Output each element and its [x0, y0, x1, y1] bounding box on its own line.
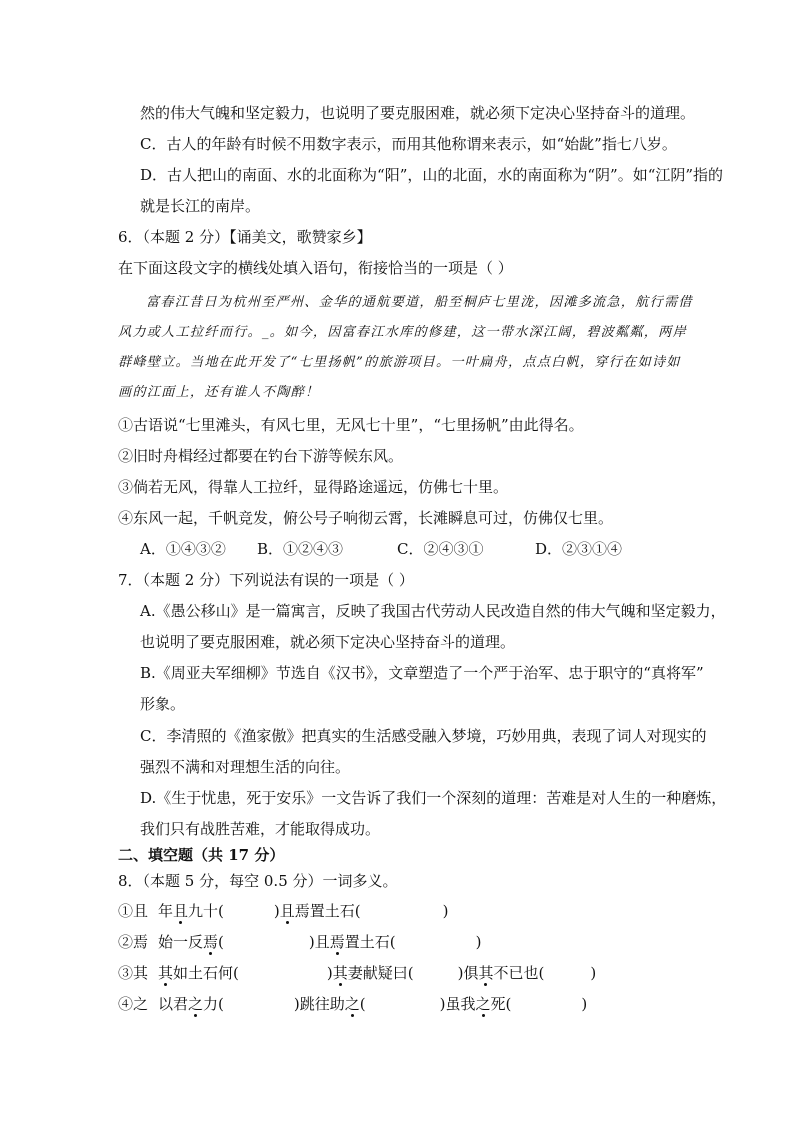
text-segment: ( [218, 933, 224, 951]
dotted-char: 且 [279, 902, 295, 920]
text-segment: 置土石( [344, 933, 396, 951]
text-segment: ) [581, 995, 588, 1013]
fill-row [118, 933, 482, 951]
text-segment: ) [590, 964, 597, 982]
text-segment: 焉置土石( [294, 902, 361, 920]
text-segment: 妻献疑曰( [347, 964, 414, 982]
question-6-options [140, 540, 640, 558]
text-segment: )俱 [457, 964, 479, 982]
option-d-text: D．古人把山的南面、水的北面称为“阳”，山的北面，水的南面称为“阴”。如“江阴”指的 [140, 166, 724, 184]
dotted-char: 之 [475, 995, 491, 1013]
option-b: B．①②④③ [257, 540, 344, 558]
text-segment: 不已也( [493, 964, 545, 982]
question-6-stem: 在下面这段文字的横线处填入语句，衔接恰当的一项是（ ） [118, 259, 513, 277]
text-segment: ) [475, 933, 482, 951]
passage-line: 富春江昔日为杭州至严州、金华的通航要道，船至桐庐七里泷，因滩多流急，航行需借 [146, 295, 693, 310]
section-title: 二、填空题（共 17 分） [118, 846, 285, 864]
question-7-line: 我们只有战胜苦难，才能取得成功。 [140, 820, 381, 838]
dotted-char: 之 [188, 995, 204, 1013]
dotted-char: 其 [158, 964, 174, 982]
text-segment: ) [273, 902, 280, 920]
text-segment: ( [359, 995, 366, 1013]
item-1: ①古语说“七里滩头，有风七里，无风七十里”，“七里扬帆”由此得名。 [118, 416, 584, 434]
fill-row [118, 995, 587, 1013]
dotted-char: 且 [173, 902, 189, 920]
text-segment: 始一反 [158, 933, 204, 951]
text-segment: 如土石何( [173, 964, 239, 982]
dotted-char: 其 [332, 964, 348, 982]
text-segment: )且 [308, 933, 330, 951]
item-3: ③倘若无风，得靠人工拉纤，显得路途遥远，仿佛七十里。 [118, 478, 509, 496]
question-7-line: B.《周亚夫军细柳》节选自《汉书》，文章塑造了一个严于治军、忠于职守的“真将军” [140, 664, 704, 682]
question-8-header: 8．（本题 5 分，每空 0.5 分）一词多义。 [118, 872, 398, 890]
row-label: ②焉 [118, 933, 149, 951]
dotted-char: 焉 [329, 933, 345, 951]
question-7-line: D.《生于忧患，死于安乐》一文告诉了我们一个深刻的道理：苦难是对人生的一种磨炼， [140, 789, 727, 807]
fill-row [118, 902, 449, 920]
text-segment: ) [326, 964, 333, 982]
text-segment: 九十( [188, 902, 224, 920]
question-7-line: 强烈不满和对理想生活的向往。 [140, 758, 351, 776]
row-label: ①且 [118, 902, 149, 920]
question-7-header: 7．（本题 2 分）下列说法有误的一项是（ ） [118, 571, 414, 589]
text-segment: 死( [490, 995, 512, 1013]
row-label: ④之 [118, 995, 149, 1013]
option-c: C．②④③① [397, 540, 484, 558]
text-segment: ) [442, 902, 449, 920]
option-c-text: C．古人的年龄有时候不用数字表示，而用其他称谓来表示，如“始龀”指七八岁。 [140, 135, 677, 153]
question-6-header: 6．（本题 2 分）【诵美文，歌赞家乡】 [118, 228, 372, 246]
text-segment: )虽我 [439, 995, 476, 1013]
question-7-line: C．李清照的《渔家傲》把真实的生活感受融入梦境，巧妙用典，表现了词人对现实的 [140, 727, 707, 745]
dotted-char: 之 [344, 995, 360, 1013]
passage-line: 画的江面上，还有谁人不陶醉！ [118, 385, 320, 400]
passage-line: 风力或人工拉纤而行。_。如今，因富春江水库的修建，这一带水深江阔，碧波粼粼，两岸 [118, 325, 687, 340]
text-line: 就是长江的南岸。 [140, 197, 261, 215]
option-d: D．②③①④ [535, 540, 623, 558]
text-segment: 年 [158, 902, 174, 920]
text-segment: 力( [203, 995, 224, 1013]
item-4: ④东风一起，千帆竞发，俯公号子响彻云霄，长滩瞬息可过，仿佛仅七里。 [118, 509, 614, 527]
dotted-char: 焉 [203, 933, 219, 951]
text-segment: )跳往助 [293, 995, 345, 1013]
passage-line: 群峰壁立。当地在此开发了“七里扬帆”的旅游项目。一叶扁舟，点点白帆，穿行在如诗如 [118, 355, 681, 370]
row-label: ③其 [118, 964, 149, 982]
dotted-char: 其 [478, 964, 494, 982]
text-line: 然的伟大气魄和坚定毅力，也说明了要克服困难，就必须下定决心坚持奋斗的道理。 [140, 104, 696, 122]
text-segment: 以君 [158, 995, 189, 1013]
option-a: A．①④③② [140, 540, 226, 558]
question-7-line: A.《愚公移山》是一篇寓言，反映了我国古代劳动人民改造自然的伟大气魄和坚定毅力， [140, 602, 726, 620]
fill-row [118, 964, 596, 982]
item-2: ②旧时舟楫经过都要在钓台下游等候东风。 [118, 447, 404, 465]
question-7-line: 也说明了要克服困难，就必须下定决心坚持奋斗的道理。 [140, 633, 516, 651]
question-7-line: 形象。 [140, 695, 186, 713]
